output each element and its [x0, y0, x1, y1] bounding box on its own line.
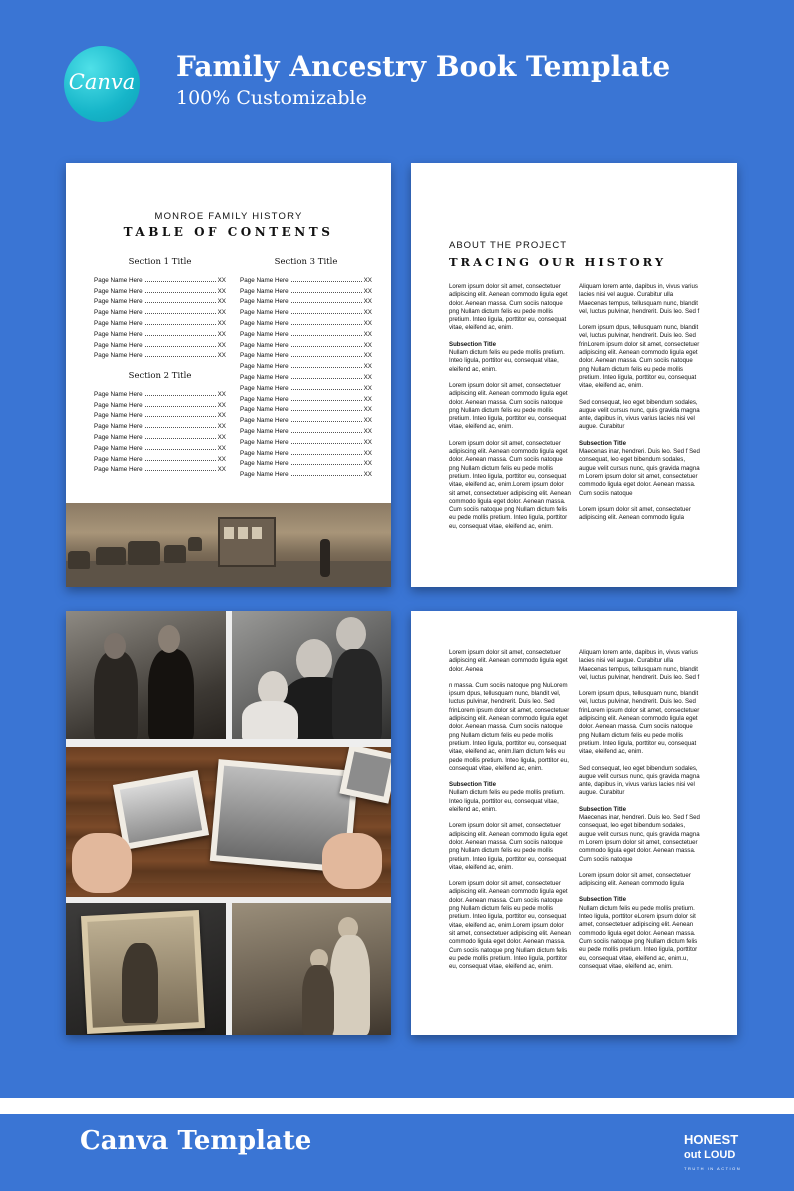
- toc-entry[interactable]: [94, 327, 226, 338]
- dot-leader: [145, 470, 216, 471]
- dot-leader: [291, 346, 362, 347]
- dot-leader: [291, 302, 362, 303]
- toc-entry[interactable]: [240, 446, 372, 457]
- toc-page-number: XX: [363, 471, 372, 479]
- toc-entry[interactable]: [240, 392, 372, 403]
- dot-leader: [291, 281, 362, 282]
- toc-page-number: XX: [217, 298, 226, 306]
- toc-page-name: Page Name Here: [240, 287, 289, 295]
- toc-page-name: Page Name Here: [94, 401, 143, 409]
- canva-logo-icon: [64, 46, 140, 122]
- page-subtitle: 100% Customizable: [176, 87, 367, 109]
- subsection-title: Subsection Title: [449, 781, 496, 789]
- toc-heading: TABLE OF CONTENTS: [123, 225, 334, 239]
- dot-leader: [291, 356, 362, 357]
- toc-page-number: XX: [363, 330, 372, 338]
- dot-leader: [291, 378, 362, 379]
- dot-leader: [145, 438, 216, 439]
- toc-page-name: Page Name Here: [240, 427, 289, 435]
- toc-page-name: Page Name Here: [94, 423, 143, 431]
- toc-page-name: Page Name Here: [240, 298, 289, 306]
- toc-page-number: XX: [217, 455, 226, 463]
- dot-leader: [145, 406, 216, 407]
- toc-page-number: XX: [217, 401, 226, 409]
- toc-page-name: Page Name Here: [240, 438, 289, 446]
- toc-page-number: XX: [217, 341, 226, 349]
- toc-entry[interactable]: [240, 413, 372, 424]
- toc-entry[interactable]: [94, 419, 226, 430]
- toc-page-number: XX: [363, 417, 372, 425]
- toc-page-number: XX: [217, 466, 226, 474]
- text-column-right: [579, 649, 701, 979]
- dot-leader: [291, 367, 362, 368]
- body-paragraph: n massa. Cum sociis natoque png NuLorem ipsum dpus, tellusquam nunc, blandit vel, luctus pulvinar, hendrerit. Duis leo. Sed frinLorem ipsum dolor sit amet, consectetuer adipiscing elit. Aenean commodo ligula eget dolor. Aenean massa. Cum sociis natoque png Nullam dictum felis eu pede mollis pretium. Inteo ligula, porttitor eu, consequat vitae, eleifend ac, enim.llam dictum felis eu pede mollis pretium. Inteo ligula, porttitor eu, consequat vitae, eleifend ac, enim.: [449, 681, 570, 772]
- toc-page-name: Page Name Here: [240, 460, 289, 468]
- toc-page-number: XX: [363, 319, 372, 327]
- toc-entry[interactable]: [94, 295, 226, 306]
- dot-leader: [291, 400, 362, 401]
- body-paragraph: Lorem ipsum dolor sit amet, consectetuer adipiscing elit. Aenean commodo ligula: [579, 505, 691, 522]
- toc-page-name: Page Name Here: [240, 384, 289, 392]
- section-title: Section 3 Title: [274, 257, 338, 267]
- body-paragraph: Lorem ipsum dpus, tellusquam nunc, blandit vel, luctus pulvinar, hendrerit. Duis leo. Sed frinLorem ipsum dolor sit amet, consectetuer adipiscing elit. Aenean commodo ligula eget dolor. Aenean massa. Cum sociis natoque png Nullam dictum felis eu pede mollis pretium. Inteo ligula, porttitor eu, consequat vitae, eleifend ac, enim.: [579, 324, 700, 390]
- dot-leader: [145, 395, 216, 396]
- toc-kicker: MONROE FAMILY HISTORY: [154, 211, 303, 222]
- dot-leader: [291, 324, 362, 325]
- toc-entry[interactable]: [94, 452, 226, 463]
- dot-leader: [145, 313, 216, 314]
- toc-page-number: XX: [363, 427, 372, 435]
- dot-leader: [291, 464, 362, 465]
- toc-page-number: XX: [217, 319, 226, 327]
- toc-page-number: XX: [217, 390, 226, 398]
- toc-entry[interactable]: [94, 316, 226, 327]
- body-paragraph: Aliquam lorem ante, dapibus in, vivus varius lacies nisi vel augue. Curabitur ulla Maecenas tempus, tellusquam nunc, blandit vel, luctus pulvinar, hendrerit. Duis leo. Sed f: [579, 283, 700, 315]
- body-paragraph: Sed consequat, leo eget bibendum sodales, augue velit cursus nunc, quis gravida magna ante, dapibus in, vivus varius lacies nisi vel augue. Curabitur: [579, 764, 700, 797]
- dot-leader: [291, 389, 362, 390]
- brand-tagline: TRUTH IN ACTION: [684, 1166, 742, 1171]
- dot-leader: [291, 335, 362, 336]
- dot-leader: [145, 281, 216, 282]
- toc-entry[interactable]: [240, 381, 372, 392]
- toc-entry[interactable]: [240, 424, 372, 435]
- text-page: [411, 611, 737, 1035]
- toc-page-number: XX: [363, 460, 372, 468]
- dot-leader: [145, 460, 216, 461]
- dot-leader: [291, 410, 362, 411]
- text-column-right: [579, 283, 701, 530]
- toc-page-number: XX: [363, 395, 372, 403]
- toc-page-number: XX: [217, 412, 226, 420]
- toc-page-number: XX: [217, 444, 226, 452]
- car: [188, 537, 202, 551]
- toc-entry[interactable]: [240, 403, 372, 414]
- body-paragraph: Nullam dictum felis eu pede mollis pretium. Inteo ligula, porttitor eu, consequat vitae, eleifend ac, enim.: [449, 789, 565, 814]
- couple-photo: [66, 611, 226, 739]
- toc-entry[interactable]: [94, 398, 226, 409]
- page-title: Family Ancestry Book Template: [176, 50, 671, 83]
- pedestrian: [320, 539, 330, 577]
- section-title: Section 1 Title: [128, 257, 192, 267]
- toc-entry[interactable]: [240, 295, 372, 306]
- toc-section-1: [94, 257, 226, 359]
- toc-page-name: Page Name Here: [240, 309, 289, 317]
- toc-page-name: Page Name Here: [240, 417, 289, 425]
- hands-holding-photos: [66, 747, 391, 897]
- dot-leader: [145, 335, 216, 336]
- toc-entry[interactable]: [94, 273, 226, 284]
- toc-page-name: Page Name Here: [94, 352, 143, 360]
- body-paragraph: Lorem ipsum dolor sit amet, consectetuer adipiscing elit. Aenean commodo ligula eget dolor. Aenean massa. Cum sociis natoque png Nullam dictum felis eu pede mollis pretium. Inteo ligula, porttitor eu, consequat vitae, eleifend ac, enim.: [449, 283, 568, 332]
- toc-page-name: Page Name Here: [94, 330, 143, 338]
- toc-page-number: XX: [363, 287, 372, 295]
- toc-page-number: XX: [217, 309, 226, 317]
- body-paragraph: Lorem ipsum dolor sit amet, consectetuer adipiscing elit. Aenean commodo ligula: [579, 871, 691, 888]
- car: [68, 551, 90, 569]
- toc-entry[interactable]: [240, 305, 372, 316]
- toc-page-name: Page Name Here: [94, 298, 143, 306]
- toc-page-name: Page Name Here: [240, 276, 289, 284]
- toc-page-number: XX: [363, 298, 372, 306]
- toc-page-name: Page Name Here: [94, 309, 143, 317]
- logo-text: Canva: [68, 70, 136, 94]
- toc-entry[interactable]: [94, 387, 226, 398]
- car: [164, 545, 186, 563]
- brand-line-1: HONEST: [684, 1132, 739, 1147]
- toc-page-name: Page Name Here: [240, 330, 289, 338]
- toc-entry[interactable]: [240, 327, 372, 338]
- body-paragraph: Lorem ipsum dpus, tellusquam nunc, blandit vel, luctus pulvinar, hendrerit. Duis leo. Sed frinLorem ipsum dolor sit amet, consectetuer adipiscing elit. Aenean commodo ligula eget dolor. Aenean massa. Cum sociis natoque png Nullam dictum felis eu pede mollis pretium. Inteo ligula, porttitor eu, consequat vitae, eleifend ac, enim.: [579, 690, 700, 756]
- toc-entry[interactable]: [240, 338, 372, 349]
- toc-page-name: Page Name Here: [240, 373, 289, 381]
- toc-page: [66, 163, 391, 587]
- dot-leader: [291, 475, 362, 476]
- toc-page-name: Page Name Here: [94, 412, 143, 420]
- toc-page-number: XX: [217, 423, 226, 431]
- dot-leader: [145, 346, 216, 347]
- right-hand: [322, 833, 382, 889]
- toc-entry[interactable]: [94, 463, 226, 474]
- toc-page-name: Page Name Here: [240, 406, 289, 414]
- body-paragraph: Sed consequat, leo eget bibendum sodales, augue velit cursus nunc, quis gravida magna ante, dapibus in, vivus varius lacies nisi vel augue. Curabitur: [579, 398, 700, 431]
- toc-page-name: Page Name Here: [94, 319, 143, 327]
- toc-page-number: XX: [363, 373, 372, 381]
- brand-line-2: out LOUD: [684, 1149, 736, 1161]
- subsection-title: Subsection Title: [579, 439, 626, 447]
- dot-leader: [145, 427, 216, 428]
- body-paragraph: Lorem ipsum dolor sit amet, consectetuer adipiscing elit. Aenean commodo ligula eget dolor. Aenean massa. Cum sociis natoque png Nullam dictum felis eu pede mollis pretium. Inteo ligula, porttitor eu, consequat vitae, eleifend ac, enim.Lorem ipsum dolor sit amet, consectetuer adipiscing elit. Aenean commodo ligula eget dolor. Aenean massa. Cum sociis natoque png Nullam dictum felis eu pede mollis pretium. Inteo ligula, porttitor eu, consequat vitae, eleifend ac, enim.: [449, 880, 571, 971]
- toc-entry[interactable]: [94, 430, 226, 441]
- footer-title: Canva Template: [80, 1126, 312, 1156]
- dot-leader: [145, 324, 216, 325]
- car: [128, 541, 160, 565]
- subsection-title: Subsection Title: [579, 805, 626, 813]
- body-paragraph: Lorem ipsum dolor sit amet, consectetuer adipiscing elit. Aenean commodo ligula eget dolor. Aenean massa. Cum sociis natoque png Nullam dictum felis eu pede mollis pretium. Inteo ligula, porttitor eu, consequat vitae, eleifend ac, enim.: [449, 822, 568, 871]
- car: [96, 547, 126, 565]
- brand-logo: [684, 1133, 741, 1176]
- toc-page-number: XX: [217, 433, 226, 441]
- toc-entry[interactable]: [240, 435, 372, 446]
- toc-entry[interactable]: [94, 305, 226, 316]
- body-paragraph: Aliquam lorem ante, dapibus in, vivus varius lacies nisi vel augue. Curabitur ulla Maecenas tempus, tellusquam nunc, blandit vel, luctus pulvinar, hendrerit. Duis leo. Sed f: [579, 649, 700, 681]
- left-hand: [72, 833, 132, 893]
- body-paragraph: Lorem ipsum dolor sit amet, consectetuer adipiscing elit. Aenean commodo ligula eget dolor. Aenean massa. Cum sociis natoque png Nullam dictum felis eu pede mollis pretium. Inteo ligula, porttitor eu, consequat vitae, eleifend ac, enim.Lorem ipsum dolor sit amet, consectetuer adipiscing elit. Aenean commodo ligula eget dolor. Aenean massa. Cum sociis natoque png Nullam dictum felis eu pede mollis pretium. Inteo ligula, porttitor eu, consequat vitae, eleifend ac, enim.: [449, 439, 571, 530]
- toc-page-name: Page Name Here: [240, 319, 289, 327]
- dot-leader: [145, 292, 216, 293]
- dot-leader: [291, 421, 362, 422]
- toc-entry[interactable]: [240, 359, 372, 370]
- toc-page-name: Page Name Here: [240, 363, 289, 371]
- boy-vintage-photo: [66, 903, 226, 1035]
- toc-page-number: XX: [363, 276, 372, 284]
- toc-page-number: XX: [363, 352, 372, 360]
- body-paragraph: Nullam dictum felis eu pede mollis pretium. Inteo ligula, porttitor eu, consequat vitae, eleifend ac, enim.: [449, 349, 565, 373]
- about-kicker: ABOUT THE PROJECT: [449, 240, 567, 251]
- dot-leader: [145, 449, 216, 450]
- dot-leader: [291, 443, 362, 444]
- about-heading: TRACING OUR HISTORY: [449, 255, 667, 269]
- toc-page-name: Page Name Here: [94, 276, 143, 284]
- toc-entry[interactable]: [94, 349, 226, 360]
- toc-page-name: Page Name Here: [94, 466, 143, 474]
- toc-entry[interactable]: [94, 284, 226, 295]
- photo-collage-page: [66, 611, 391, 1035]
- toc-section-3: [240, 257, 372, 478]
- dot-leader: [291, 313, 362, 314]
- toc-page-name: Page Name Here: [94, 390, 143, 398]
- dot-leader: [145, 356, 216, 357]
- dot-leader: [291, 432, 362, 433]
- toc-page-number: XX: [363, 384, 372, 392]
- toc-page-name: Page Name Here: [240, 352, 289, 360]
- toc-page-number: XX: [217, 276, 226, 284]
- toc-entry[interactable]: [240, 457, 372, 468]
- body-paragraph: Lorem ipsum dolor sit amet, consectetuer adipiscing elit. Aenean commodo ligula eget dolor. Aenean massa. Cum sociis natoque png Nullam dictum felis eu pede mollis pretium. Inteo ligula, porttitor eu, consequat vitae, eleifend ac, enim.: [449, 381, 568, 431]
- toc-entry[interactable]: [240, 273, 372, 284]
- toc-page-name: Page Name Here: [240, 449, 289, 457]
- footer-divider: [0, 1098, 794, 1114]
- toc-entry[interactable]: [94, 409, 226, 420]
- text-column-left: [449, 283, 571, 539]
- toc-page-number: XX: [363, 406, 372, 414]
- body-paragraph: Lorem ipsum dolor sit amet, consectetuer adipiscing elit. Aenean commodo ligula eget dolor. Aenea: [449, 649, 568, 673]
- header: [0, 0, 794, 140]
- body-paragraph: Nullam dictum felis eu pede mollis pretium. Inteo ligula, porttitor eLorem ipsum dolor sit amet, consectetuer adipiscing elit. Aenean commodo ligula eget dolor. Aenean massa. Cum sociis natoque png Nullam dictum felis eu pede mollis pretium. Inteo ligula, porttitor eu, consequat vitae, eleifend ac, enim.u, consequat vitae, eleifend ac, enim.: [579, 904, 698, 970]
- dot-leader: [145, 416, 216, 417]
- toc-entry[interactable]: [240, 349, 372, 360]
- toc-page-number: XX: [363, 341, 372, 349]
- toc-page-name: Page Name Here: [94, 287, 143, 295]
- toc-page-number: XX: [363, 449, 372, 457]
- toc-page-number: XX: [217, 330, 226, 338]
- toc-page-number: XX: [217, 352, 226, 360]
- toc-entry[interactable]: [240, 316, 372, 327]
- toc-entry[interactable]: [94, 441, 226, 452]
- toc-page-name: Page Name Here: [94, 433, 143, 441]
- subsection-title: Subsection Title: [449, 340, 496, 348]
- family-photo: [232, 611, 391, 739]
- toc-page-name: Page Name Here: [240, 341, 289, 349]
- toc-page-number: XX: [363, 438, 372, 446]
- toc-section-2: [94, 371, 226, 473]
- street-photo: [66, 503, 391, 587]
- toc-entry[interactable]: [240, 467, 372, 478]
- toc-page-name: Page Name Here: [240, 471, 289, 479]
- text-column-left: [449, 649, 571, 979]
- toc-page-name: Page Name Here: [94, 444, 143, 452]
- tram: [218, 517, 276, 567]
- mother-son-photo: [232, 903, 391, 1035]
- body-paragraph: Maecenas inar, hendreri. Duis leo. Sed f Sed consequat, leo eget bibendum sodales, augue velit cursus nunc, quis gravida magna m Lorem ipsum dolor sit amet, consectetuer commodo ligula eget dolor. Aenean massa. Cum sociis natoque: [579, 448, 700, 497]
- about-page: [411, 163, 737, 587]
- dot-leader: [291, 292, 362, 293]
- toc-entry[interactable]: [94, 338, 226, 349]
- toc-entry[interactable]: [240, 370, 372, 381]
- toc-page-number: XX: [363, 363, 372, 371]
- toc-page-number: XX: [217, 287, 226, 295]
- toc-page-number: XX: [363, 309, 372, 317]
- dot-leader: [291, 454, 362, 455]
- toc-entry[interactable]: [240, 284, 372, 295]
- toc-page-name: Page Name Here: [94, 341, 143, 349]
- subsection-title: Subsection Title: [579, 896, 626, 904]
- section-title: Section 2 Title: [128, 371, 192, 381]
- toc-page-name: Page Name Here: [240, 395, 289, 403]
- body-paragraph: Maecenas inar, hendreri. Duis leo. Sed f Sed consequat, leo eget bibendum sodales, augue velit cursus nunc, quis gravida magna m Lorem ipsum dolor sit amet, consectetuer commodo ligula eget dolor. Aenean massa. Cum sociis natoque: [579, 814, 700, 863]
- dot-leader: [145, 302, 216, 303]
- toc-page-name: Page Name Here: [94, 455, 143, 463]
